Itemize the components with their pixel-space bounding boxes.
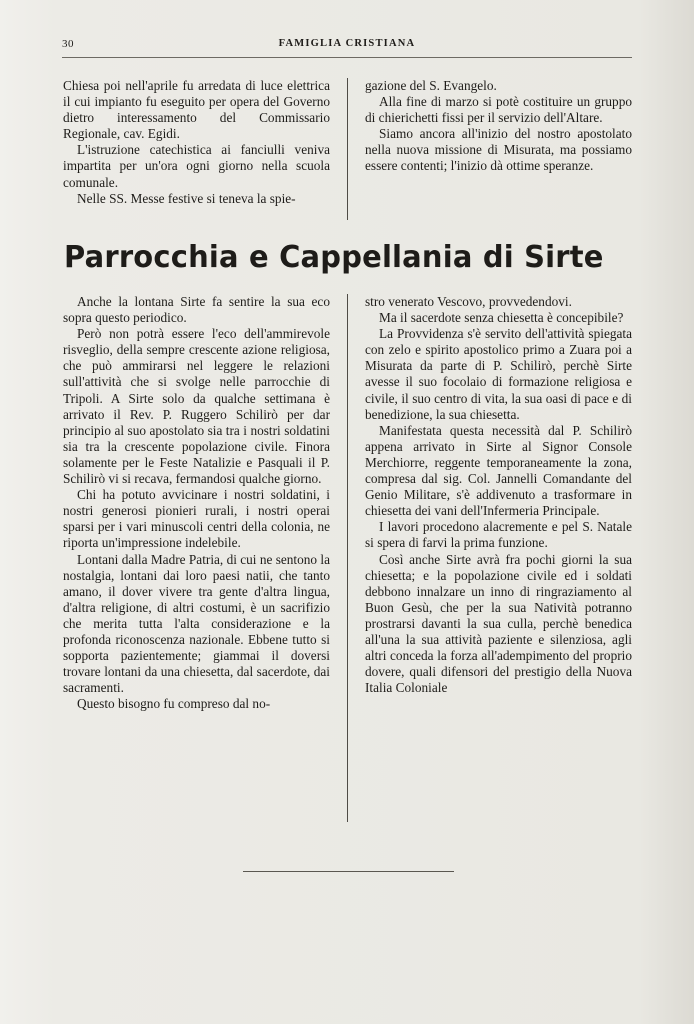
running-title: FAMIGLIA CRISTIANA: [278, 38, 416, 49]
top-right-column: [365, 78, 632, 175]
paragraph: Chi ha potuto avvicinare i nostri soldatini, i nostri generosi pionieri rurali, i nostri operai sparsi per i vari minuscoli centri della colonia, ne riporta un'impressione indelebile.: [63, 487, 330, 551]
end-rule: [243, 871, 454, 872]
article-title: Parrocchia e Cappellania di Sirte: [64, 240, 604, 275]
paragraph: I lavori procedono alacremente e pel S. Natale si spera di farvi la prima funzione.: [365, 519, 632, 551]
paragraph: stro venerato Vescovo, provvedendovi.: [365, 294, 572, 309]
paragraph: Manifestata questa necessità dal P. Schilirò appena arrivato in Sirte al Signor Console Merchiorre, reggente temporaneamente la zona, compresa dal sig. Col. Jannelli Comandante del Genio Militare, s'è addivenuto a trasformare in chiesetta dei vani dell'Infermeria Principale.: [365, 422, 632, 519]
article-left-column: [63, 294, 330, 712]
paragraph: gazione del S. Evangelo.: [365, 78, 497, 93]
top-left-column: [63, 78, 330, 207]
page-number: 30: [62, 38, 74, 50]
paragraph: Alla fine di marzo si potè costituire un gruppo di chierichetti fissi per il servizio dell'Altare.: [365, 94, 632, 126]
page-header: [62, 38, 632, 58]
paragraph: Siamo ancora all'inizio del nostro apostolato nella nuova missione di Misurata, ma possiamo essere contenti; l'inizio dà ottime speranze.: [365, 126, 632, 174]
article-right-column: [365, 294, 632, 696]
paragraph: Chiesa poi nell'aprile fu arredata di luce elettrica il cui impianto fu eseguito per opera del Governo dietro interessamento del Commissario Regionale, cav. Egidi.: [63, 78, 330, 142]
header-rule: [62, 57, 632, 58]
paragraph: Così anche Sirte avrà fra pochi giorni la sua chiesetta; e la popolazione civile ed i soldati debbono innalzare un inno di ringraziamento al Buon Gesù, che per la sua Natività potranno prostrarsi davanti la sua culla, perchè benedica all'una la sua attività paziente e silenziosa, agli altri conceda la forza all'adempimento del proprio dovere, quali difensori del prestigio della Nuova Italia Coloniale: [365, 551, 632, 696]
paragraph: La Provvidenza s'è servito dell'attività spiegata con zelo e spirito apostolico primo a Zuara poi a Misurata da parte di P. Schilirò, perchè Sirte avesse il suo focolaio di formazione religiosa e civile, il suo centro di vita, la sua oasi di pace e di benedizione, la sua chiesetta.: [365, 326, 632, 422]
paragraph: Lontani dalla Madre Patria, di cui ne sentono la nostalgia, lontani dai loro paesi natii, che tanto amano, il dover vivere tra gente d'altra lingua, d'altra religione, di altri costumi, è un sacrifizio che merita tutta l'alta considerazione e la profonda riconoscenza nazionale. Ebbene tutto si sopporta pazientemente; giammai il doversi trovare lontani da una chiesetta, dal sacerdote, dai sacramenti.: [63, 551, 330, 696]
paragraph: Però non potrà essere l'eco dell'ammirevole risveglio, della sempre crescente azione religiosa, che può ammirarsi nel leggere le relazioni sull'attività che si svolge nelle parrocchie di Tripoli. A Sirte solo da qualche settimana è arrivato il Rev. P. Ruggero Schilirò per dar principio al suo apostolato sia tra i nostri soldatini sia tra la crescente popolazione civile. Finora solamente per le Feste Natalizie e Pasquali il P. Schilirò vi si recava, fermandosi qualche giorno.: [63, 326, 330, 487]
paragraph: Ma il sacerdote senza chiesetta è concepibile?: [379, 310, 624, 326]
paragraph: L'istruzione catechistica ai fanciulli veniva impartita per un'ora ogni giorno nella scuola comunale.: [63, 142, 330, 190]
column-divider: [347, 78, 348, 220]
column-divider: [347, 294, 348, 822]
paragraph: Anche la lontana Sirte fa sentire la sua eco sopra questo periodico.: [63, 294, 330, 326]
paragraph: Nelle SS. Messe festive si teneva la spie-: [77, 190, 296, 206]
paragraph: Questo bisogno fu compreso dal no-: [77, 696, 271, 712]
